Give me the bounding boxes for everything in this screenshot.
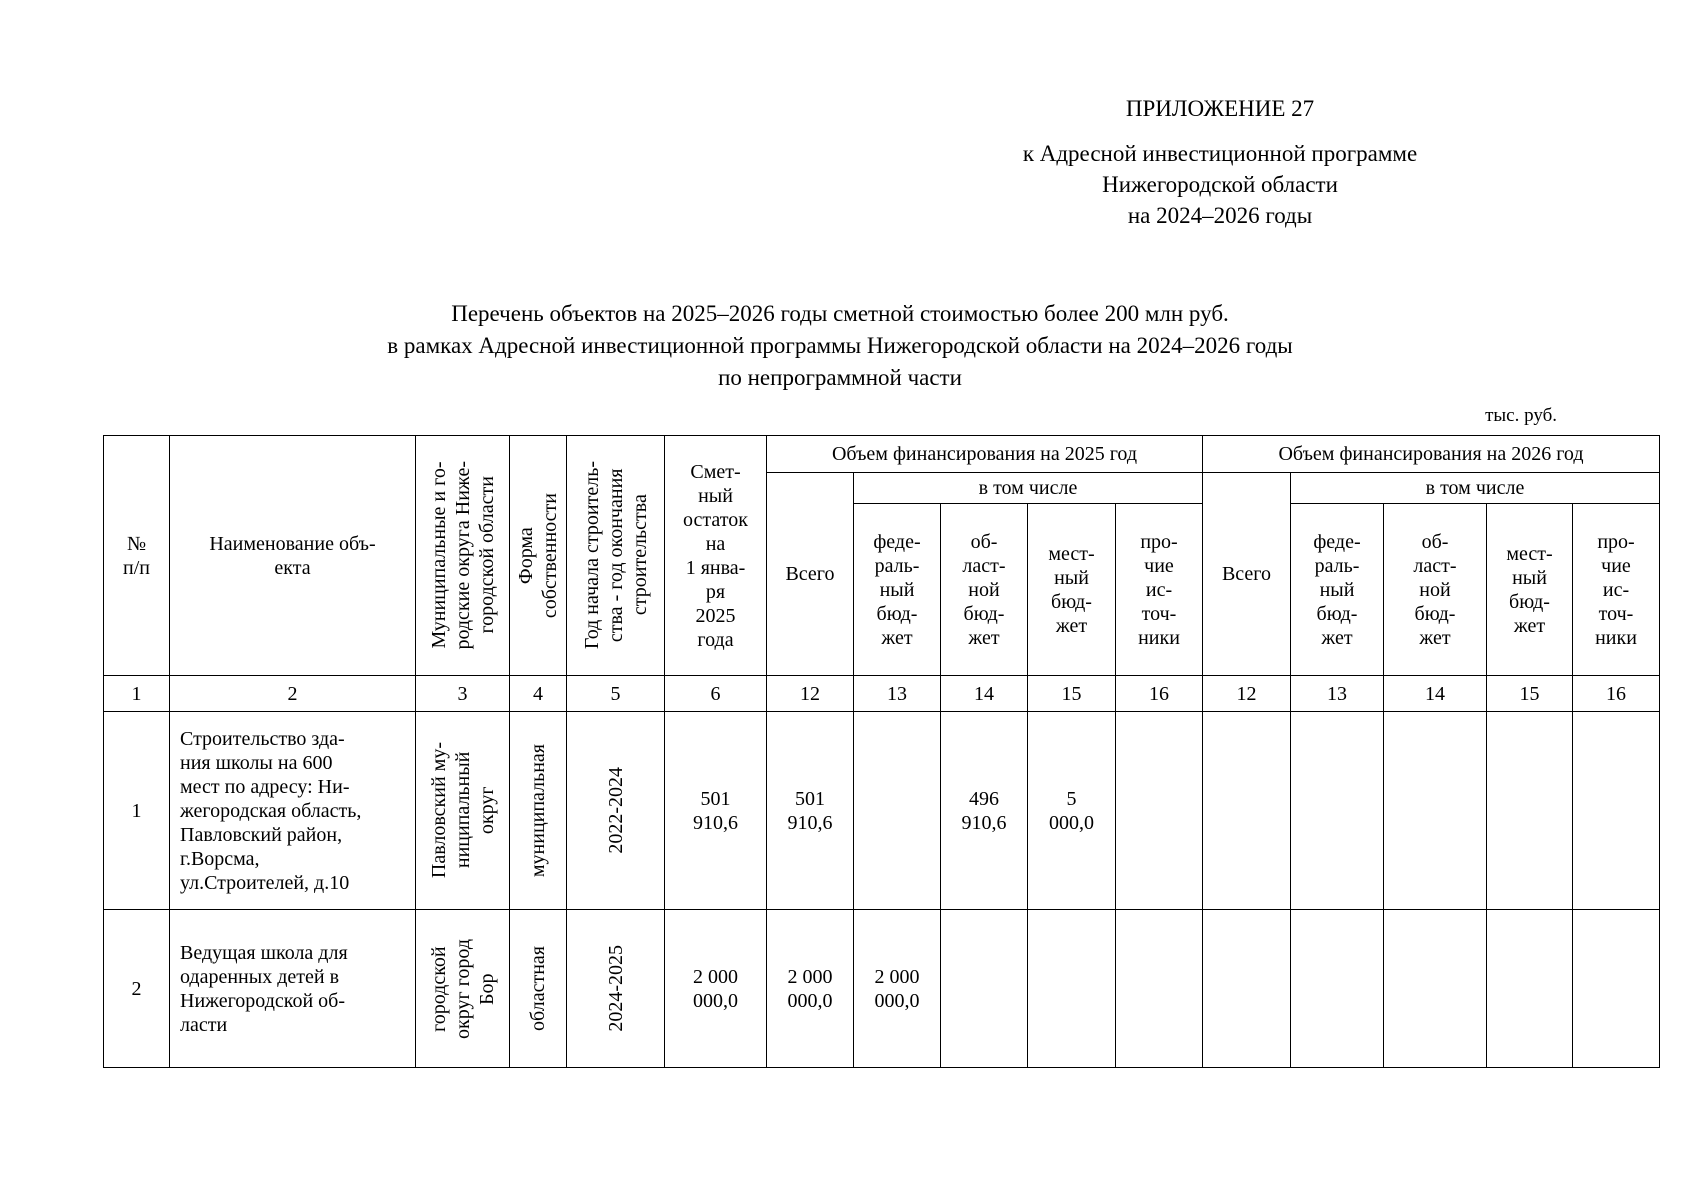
units-label: тыс. руб. <box>1485 405 1557 426</box>
row-other-2025 <box>1116 910 1203 1068</box>
header-total-2026: Всего <box>1203 473 1291 676</box>
row-years-cell <box>567 712 665 910</box>
table-row <box>104 910 1660 1068</box>
column-number: 2 <box>170 676 416 712</box>
header-ownership: Форма собственности <box>515 492 561 619</box>
row-federal-2026 <box>1291 712 1384 910</box>
column-number: 14 <box>1384 676 1487 712</box>
header-other-2025: про- чие ис- точ- ники <box>1116 504 1203 676</box>
row-ownership: областная <box>527 946 549 1031</box>
row-years: 2022-2024 <box>604 767 627 854</box>
header-ownership-cell <box>510 436 567 676</box>
objects-table <box>103 435 1660 1068</box>
row-total-2026 <box>1203 712 1291 910</box>
appendix-block <box>1010 96 1430 231</box>
appendix-title: ПРИЛОЖЕНИЕ 27 <box>1125 96 1315 121</box>
header-federal-2026: феде- раль- ный бюд- жет <box>1291 504 1384 676</box>
appendix-line-3: на 2024–2026 годы <box>1127 203 1313 228</box>
header-other-2026: про- чие ис- точ- ники <box>1573 504 1660 676</box>
row-federal-2025: 2 000 000,0 <box>854 910 941 1068</box>
header-name: Наименование объ- екта <box>170 436 416 676</box>
column-number: 16 <box>1573 676 1660 712</box>
header-total-2025: Всего <box>767 473 854 676</box>
row-estimate: 501 910,6 <box>665 712 767 910</box>
row-num: 1 <box>104 712 170 910</box>
row-years: 2024-2025 <box>604 945 627 1032</box>
row-regional-2026 <box>1384 910 1487 1068</box>
row-num: 2 <box>104 910 170 1068</box>
document-caption <box>120 298 1560 394</box>
row-total-2025: 501 910,6 <box>767 712 854 910</box>
header-municipality: Муниципальные и го- родские округа Ниже- городской области <box>427 461 498 650</box>
row-municipality-cell <box>416 712 510 910</box>
row-regional-2025: 496 910,6 <box>941 712 1028 910</box>
column-number: 4 <box>510 676 567 712</box>
column-number: 6 <box>665 676 767 712</box>
row-object-name: Строительство зда- ния школы на 600 мест по адресу: Ни- жегородская область, Павловский район, г.Ворсма, ул.Строителей, д.10 <box>170 712 416 910</box>
column-number: 3 <box>416 676 510 712</box>
header-regional-2026: об- ласт- ной бюд- жет <box>1384 504 1487 676</box>
row-years-cell <box>567 910 665 1068</box>
header-fin-2025: Объем финансирования на 2025 год <box>767 436 1203 473</box>
row-local-2025: 5 000,0 <box>1028 712 1116 910</box>
row-local-2026 <box>1487 910 1573 1068</box>
row-local-2026 <box>1487 712 1573 910</box>
row-regional-2026 <box>1384 712 1487 910</box>
header-num: № п/п <box>104 436 170 676</box>
column-number: 12 <box>767 676 854 712</box>
column-number: 15 <box>1487 676 1573 712</box>
appendix-line-1: к Адресной инвестиционной программе <box>1022 141 1418 166</box>
row-estimate: 2 000 000,0 <box>665 910 767 1068</box>
table-row <box>104 712 1660 910</box>
row-object-name: Ведущая школа для одаренных детей в Нижегородской об- ласти <box>170 910 416 1068</box>
row-municipality: городской округ город Бор <box>427 938 498 1039</box>
row-other-2026 <box>1573 712 1660 910</box>
header-estimate: Смет- ный остаток на 1 янва- ря 2025 года <box>665 436 767 676</box>
row-other-2025 <box>1116 712 1203 910</box>
column-number: 16 <box>1116 676 1203 712</box>
column-numbers-row <box>104 676 1660 712</box>
column-number: 12 <box>1203 676 1291 712</box>
row-ownership: муниципальная <box>527 743 549 878</box>
column-number: 13 <box>1291 676 1384 712</box>
header-including-2026: в том числе <box>1291 473 1660 504</box>
row-total-2025: 2 000 000,0 <box>767 910 854 1068</box>
row-municipality: Павловский му- ниципальный округ <box>427 742 498 879</box>
caption-line-3: по непрограммной части <box>718 365 962 390</box>
row-federal-2025 <box>854 712 941 910</box>
header-fin-2026: Объем финансирования на 2026 год <box>1203 436 1660 473</box>
column-number: 13 <box>854 676 941 712</box>
row-regional-2025 <box>941 910 1028 1068</box>
column-number: 14 <box>941 676 1028 712</box>
row-ownership-cell <box>510 910 567 1068</box>
column-number: 1 <box>104 676 170 712</box>
row-other-2026 <box>1573 910 1660 1068</box>
header-years: Год начала строитель- ства - год окончания строительства <box>580 461 651 650</box>
caption-line-1: Перечень объектов на 2025–2026 годы сметной стоимостью более 200 млн руб. <box>451 301 1229 326</box>
header-years-cell <box>567 436 665 676</box>
header-municipality-cell <box>416 436 510 676</box>
column-number: 15 <box>1028 676 1116 712</box>
header-local-2026: мест- ный бюд- жет <box>1487 504 1573 676</box>
column-number: 5 <box>567 676 665 712</box>
caption-line-2: в рамках Адресной инвестиционной программы Нижегородской области на 2024–2026 годы <box>387 333 1293 358</box>
appendix-line-2: Нижегородской области <box>1102 172 1338 197</box>
row-local-2025 <box>1028 910 1116 1068</box>
row-federal-2026 <box>1291 910 1384 1068</box>
header-regional-2025: об- ласт- ной бюд- жет <box>941 504 1028 676</box>
header-local-2025: мест- ный бюд- жет <box>1028 504 1116 676</box>
row-ownership-cell <box>510 712 567 910</box>
row-total-2026 <box>1203 910 1291 1068</box>
header-federal-2025: феде- раль- ный бюд- жет <box>854 504 941 676</box>
row-municipality-cell <box>416 910 510 1068</box>
header-including-2025: в том числе <box>854 473 1203 504</box>
